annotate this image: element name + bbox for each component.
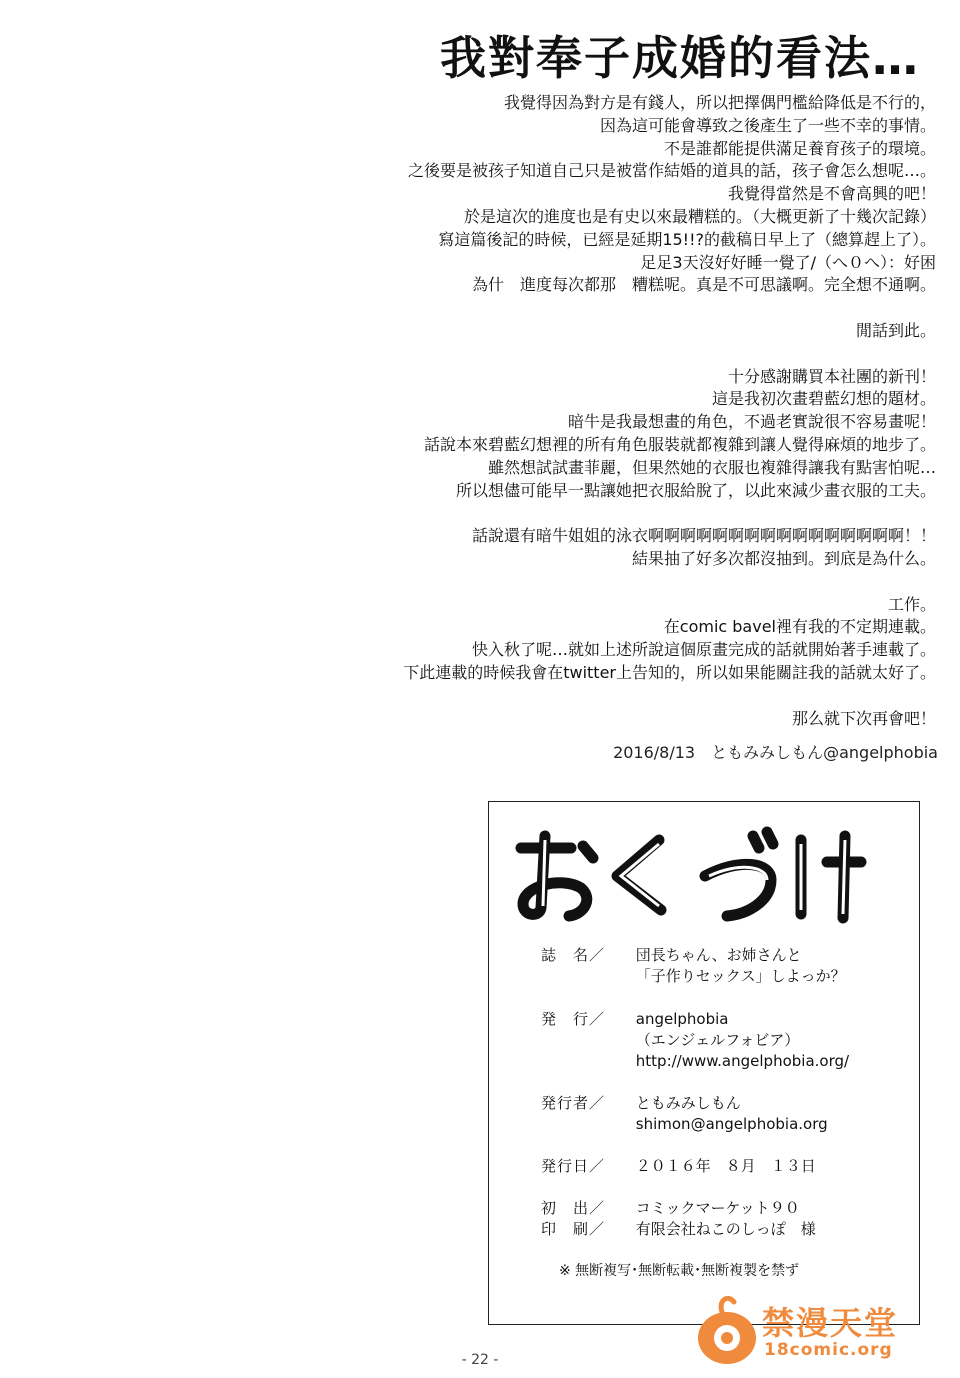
colophon-issuer-row (541, 1093, 828, 1135)
afterword-line: 那么就下次再會吧！ (791, 708, 936, 728)
colophon-magazine-row (541, 945, 846, 987)
colophon-value: ともみみしもん (635, 1094, 741, 1112)
afterword-line: 這是我初次畫碧藍幻想的題材。 (711, 389, 936, 409)
colophon-label: 発行者／ (541, 1094, 606, 1112)
colophon-value: ２０１６年 ８月 １３日 (635, 1157, 816, 1175)
colophon-printer-row (541, 1219, 816, 1240)
colophon-label: 初 出／ (541, 1199, 606, 1217)
colophon-value: （エンジェルフォビア） (635, 1031, 800, 1049)
afterword-line: 結果抽了好多次都沒抽到。到底是為什么。 (631, 548, 936, 568)
afterword-line: 下此連載的時候我會在twitter上告知的，所以如果能關註我的話就太好了。 (403, 662, 936, 682)
afterword-line: 為什 進度每次都那 糟糕呢。真是不可思議啊。完全想不通啊。 (471, 275, 936, 295)
afterword-line: 暗牛是我最想畫的角色，不過老實說很不容易畫呢！ (567, 412, 936, 432)
colophon-first-out-row (541, 1198, 800, 1219)
copyright-notice: ※ 無断複写･無断転載･無断複製を禁ず (559, 1263, 800, 1279)
afterword-line: 因為這可能會導致之後產生了一些不幸的事情。 (599, 115, 936, 135)
colophon-box (488, 801, 920, 1325)
afterword-line: 我覺得因為對方是有錢人，所以把擇偶門檻給降低是不行的， (503, 93, 936, 112)
afterword-line: 話說還有暗牛姐姐的泳衣啊啊啊啊啊啊啊啊啊啊啊啊啊啊啊啊！！ (471, 526, 936, 546)
colophon-value: コミックマーケット９０ (635, 1199, 800, 1217)
paragraph-gap (236, 571, 936, 594)
watermark-url: 18comic.org (764, 1340, 893, 1360)
afterword-line: 在comic bavel裡有我的不定期連載。 (663, 617, 936, 637)
colophon-value: angelphobia (635, 1010, 729, 1028)
colophon-value: shimon@angelphobia.org (635, 1115, 828, 1133)
afterword-line: 工作。 (887, 594, 936, 614)
colophon-date-row (541, 1156, 816, 1177)
watermark-name: 禁漫天堂 (762, 1304, 899, 1342)
colophon-label: 発行日／ (541, 1157, 606, 1175)
afterword-line: 閒話到此。 (855, 320, 936, 340)
paragraph-gap (236, 685, 936, 708)
colophon-value: 団長ちゃん、お姉さんと (635, 946, 802, 964)
colophon-publisher-row (541, 1009, 849, 1072)
colophon-label: 誌 名／ (541, 946, 606, 964)
paragraph-gap (236, 502, 936, 525)
afterword-text (236, 92, 936, 730)
paragraph-gap (236, 343, 936, 366)
page-title: 我對奉子成婚的看法… (440, 31, 920, 85)
paragraph-gap (236, 297, 936, 320)
afterword-line: 所以想儘可能早一點讓她把衣服給脫了，以此來減少畫衣服的工夫。 (455, 480, 936, 500)
afterword-line: 我覺得當然是不會高興的吧！ (727, 184, 936, 204)
afterword-line: 話說本來碧藍幻想裡的所有角色服裝就都複雜到讓人覺得麻煩的地步了。 (423, 434, 936, 454)
afterword-line: 不是誰都能提供滿足養育孩子的環境。 (663, 138, 936, 158)
afterword-line: 於是這次的進度也是有史以來最糟糕的。（大概更新了十幾次記錄） (463, 206, 936, 226)
signature: 2016/8/13 ともみみしもん@angelphobia (613, 743, 938, 762)
afterword-line: 快入秋了呢…就如上述所說這個原畫完成的話就開始著手連載了。 (471, 640, 936, 660)
colophon-value: 有限会社ねこのしっぽ 様 (635, 1220, 816, 1238)
okuzuke-heading-logo (509, 818, 889, 928)
page-number: - 22 - (461, 1352, 499, 1368)
colophon-label: 印 刷／ (541, 1220, 606, 1238)
colophon-value: 「子作りセックス」しよっか？ (635, 967, 846, 985)
afterword-line: 之後要是被孩子知道自己只是被當作結婚的道具的話，孩子會怎么想呢…。 (407, 161, 936, 181)
afterword-line: 足足3天沒好好睡一覺了/（へ０へ）：好困 (640, 252, 936, 272)
colophon-value: http://www.angelphobia.org/ (635, 1052, 850, 1070)
afterword-line: 十分感謝購買本社團的新刊！ (727, 366, 936, 386)
afterword-line: 雖然想試試畫菲麗，但果然她的衣服也複雜得讓我有點害怕呢… (487, 457, 936, 477)
afterword-line: 寫這篇後記的時候，已經是延期15!!?的截稿日早上了（總算趕上了）。 (438, 229, 936, 249)
colophon-label: 発 行／ (541, 1010, 606, 1028)
